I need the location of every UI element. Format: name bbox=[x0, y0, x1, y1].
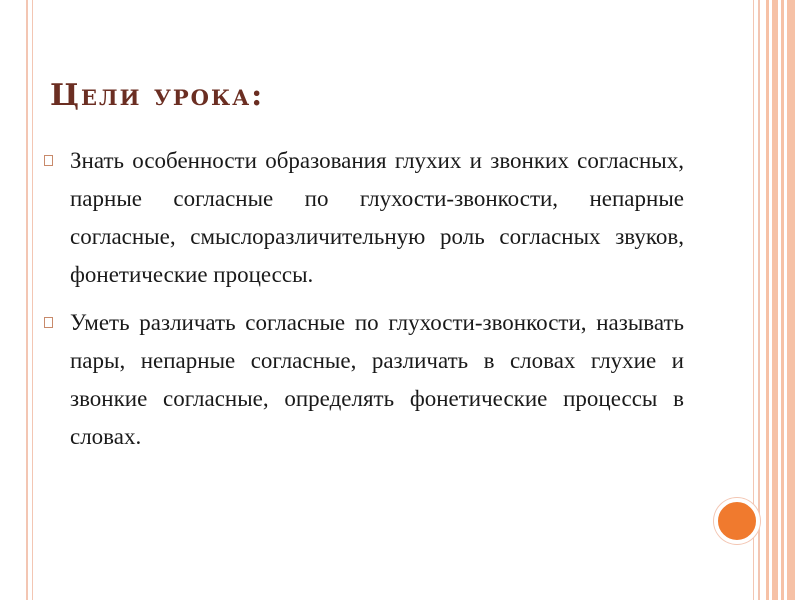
decor-stripe bbox=[781, 0, 784, 600]
decor-stripe bbox=[787, 0, 795, 600]
slide-title: Цели урока: bbox=[50, 78, 265, 113]
bullet-text: Знать особенности образования глухих и звонких согласных, парные согласные по глухости-звонкости, непарные согласные, смыслоразличительную роль согласных звуков, фонетические процессы. bbox=[70, 148, 684, 287]
square-bullet-icon bbox=[44, 317, 53, 328]
orange-circle-icon bbox=[714, 498, 760, 544]
bullet-item bbox=[44, 142, 684, 294]
bullet-item bbox=[44, 304, 684, 456]
square-bullet-icon bbox=[44, 155, 53, 166]
bullet-text: Уметь различать согласные по глухости-звонкости, называть пары, непарные согласные, различать в словах глухие и звонкие согласные, определять фонетические процессы в словах. bbox=[70, 310, 684, 449]
bullet-list bbox=[44, 142, 684, 466]
decor-stripe bbox=[766, 0, 769, 600]
decor-stripe bbox=[772, 0, 778, 600]
